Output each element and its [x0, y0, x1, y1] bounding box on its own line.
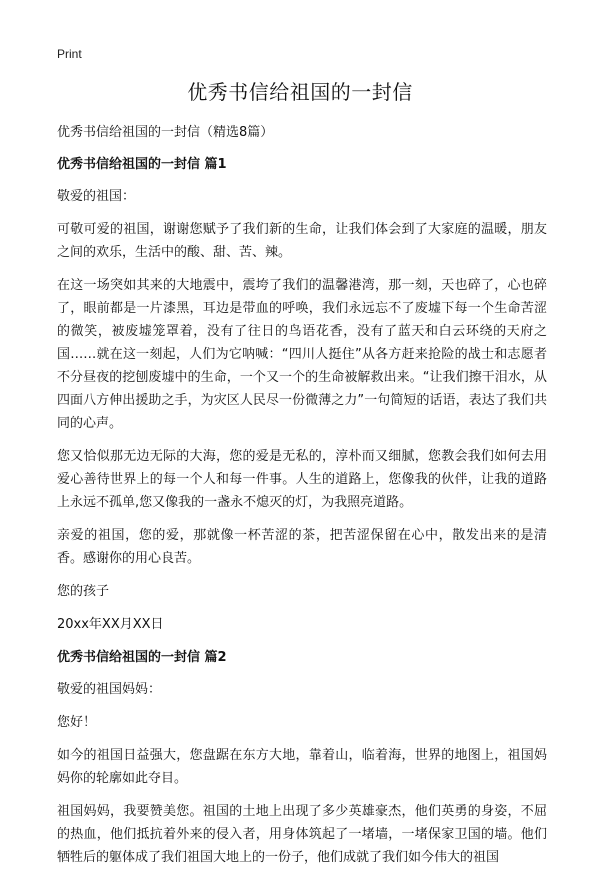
- article-1-date: 20xx年XX月XX日: [57, 617, 164, 632]
- article-1-heading: 优秀书信给祖国的一封信 篇1: [57, 157, 227, 172]
- document-subtitle: 优秀书信给祖国的一封信（精选8篇）: [57, 125, 274, 140]
- page-title: 优秀书信给祖国的一封信: [187, 80, 413, 104]
- article-2-salutation: 敬爱的祖国妈妈：: [57, 682, 162, 697]
- article-1-paragraph: 可敬可爱的祖国，谢谢您赋予了我们新的生命，让我们体会到了大家庭的温暖，朋友之间的欢乐，生活中的酸、甜、苦、辣。: [57, 222, 547, 260]
- article-1-closing: 您的孩子: [57, 584, 110, 599]
- article-2-paragraph: 如今的祖国日益强大，您盘踞在东方大地，靠着山，临着海，世界的地图上，祖国妈妈你的轮廓如此夺目。: [57, 748, 547, 786]
- article-1-paragraph: 在这一场突如其来的大地震中，震垮了我们的温馨港湾，那一刻，天也碎了，心也碎了，眼前都是一片漆黑，耳边是带血的呼唤，我们永远忘不了废墟下每一个生命苦涩的微笑，被废墟笼罩着，没有了往日的鸟语花香，没有了蓝天和白云环绕的天府之国……就在这一刻起，人们为它呐喊：“四川人挺住”从各方赶来抢险的战士和志愿者不分昼夜的挖刨废墟中的生命，一个又一个的生命被解救出来。“让我们擦干泪水，从四面八方伸出援助之手，为灾区人民尽一份微薄之力”一句简短的话语，表达了我们共同的心声。: [57, 278, 547, 431]
- print-link[interactable]: Print: [57, 47, 82, 61]
- article-2-heading: 优秀书信给祖国的一封信 篇2: [57, 650, 227, 665]
- article-1-paragraph: 您又恰似那无边无际的大海，您的爱是无私的，淳朴而又细腻，您教会我们如何去用爱心善待世界上的每一个人和每一件事。人生的道路上，您像我的伙伴，让我的道路上永远不孤单,您又像我的一盏永不熄灭的灯，为我照亮道路。: [57, 449, 547, 510]
- document-body: [57, 121, 547, 879]
- article-1-paragraph: 亲爱的祖国，您的爱，那就像一杯苦涩的茶，把苦涩保留在心中，散发出来的是清香。感谢你的用心良苦。: [57, 528, 547, 566]
- article-2-greeting: 您好！: [57, 715, 97, 730]
- article-2-paragraph: 祖国妈妈，我要赞美您。祖国的土地上出现了多少英雄豪杰，他们英勇的身姿，不屈的热血，他们抵抗着外来的侵入者，用身体筑起了一堵墙，一堵保家卫国的墙。他们牺牲后的躯体成了我们祖国大地上的一份子，他们成就了我们如今伟大的祖国: [57, 804, 547, 865]
- article-1-salutation: 敬爱的祖国：: [57, 189, 136, 204]
